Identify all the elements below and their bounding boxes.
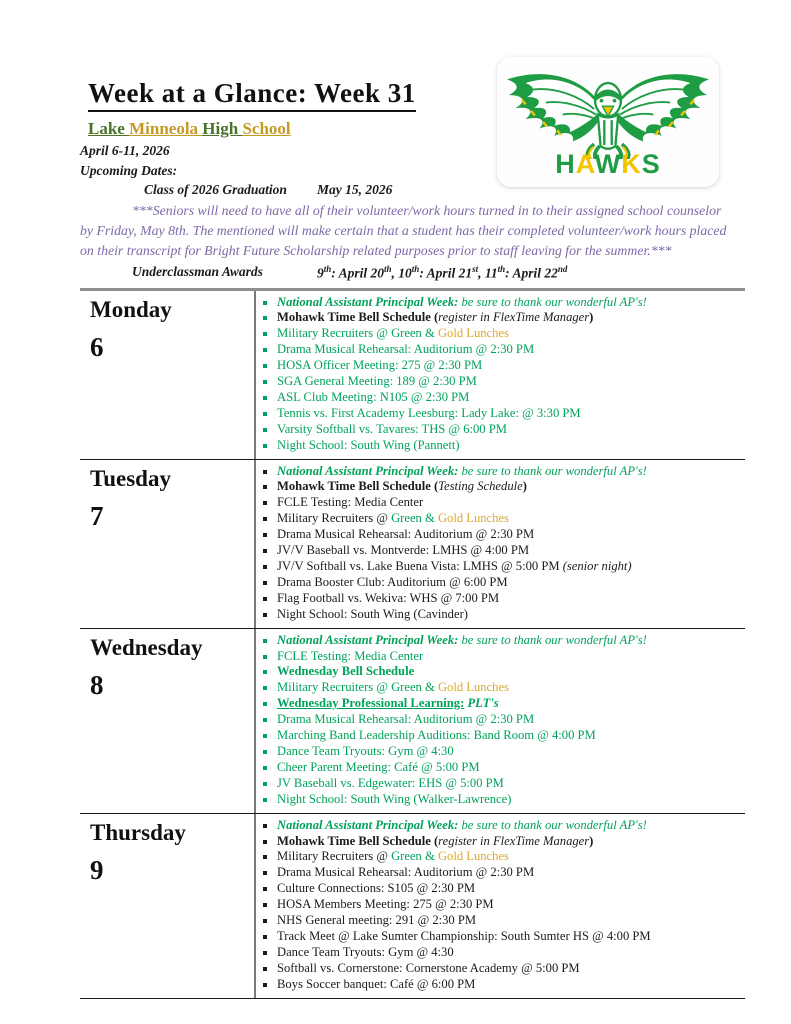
schedule-item-text: Track Meet @ Lake Sumter Championship: South Sumter HS @ 4:00 PM: [277, 928, 651, 943]
underclassman-awards-dates: 9th: April 20th, 10th: April 21st, 11th: April 22nd: [317, 264, 568, 281]
bullet-square-icon: [263, 597, 267, 601]
schedule-item: [256, 479, 741, 495]
schedule-item: [256, 818, 741, 834]
schedule-item: [256, 527, 741, 543]
schedule-item: [256, 664, 741, 680]
schedule-item: [256, 913, 741, 929]
school-name-word: Minneola: [129, 119, 203, 138]
schedule-item-text: Drama Musical Rehearsal: Auditorium @ 2:30 PM: [277, 865, 535, 880]
schedule-item-text: Mohawk Time Bell Schedule (register in FlexTime Manager): [277, 310, 594, 325]
schedule-item: [256, 495, 741, 511]
schedule-item-text: JV Baseball vs. Edgewater: EHS @ 5:00 PM: [277, 775, 504, 790]
bullet-square-icon: [263, 533, 267, 537]
upcoming-date-row: [144, 182, 745, 198]
schedule-table: [80, 288, 745, 999]
upcoming-dates-label: Upcoming Dates:: [80, 163, 178, 178]
bullet-square-icon: [263, 855, 267, 859]
schedule-item-text: National Assistant Principal Week: be sure to thank our wonderful AP's!: [277, 294, 647, 309]
schedule-item-text: Military Recruiters @ Green & Gold Lunches: [277, 680, 509, 695]
schedule-item-text: JV/V Baseball vs. Montverde: LMHS @ 4:00 PM: [277, 543, 530, 558]
schedule-item-text: Night School: South Wing (Walker-Lawrence): [277, 791, 512, 806]
schedule-item-text: Military Recruiters @ Green & Gold Lunches: [277, 849, 509, 864]
schedule-item-text: Wednesday Professional Learning: PLT's: [277, 696, 499, 711]
bullet-square-icon: [263, 485, 267, 489]
schedule-item-text: Night School: South Wing (Pannett): [277, 437, 460, 452]
schedule-item-text: Marching Band Leadership Auditions: Band Room @ 4:00 PM: [277, 728, 596, 743]
bullet-square-icon: [263, 364, 267, 368]
schedule-item: [256, 961, 741, 977]
bullet-square-icon: [263, 565, 267, 569]
schedule-item-text: HOSA Members Meeting: 275 @ 2:30 PM: [277, 897, 494, 912]
schedule-item-text: Wednesday Bell Schedule: [277, 664, 415, 679]
bullet-square-icon: [263, 824, 267, 828]
school-name-word: School: [242, 119, 291, 138]
bullet-square-icon: [263, 348, 267, 352]
bullet-square-icon: [263, 444, 267, 448]
upcoming-event-date: May 15, 2026: [317, 182, 393, 197]
schedule-item: [256, 680, 741, 696]
day-number: 9: [90, 855, 104, 886]
schedule-item: [256, 712, 741, 728]
schedule-item: [256, 438, 741, 454]
day-row-monday: [80, 291, 745, 459]
bullet-square-icon: [263, 380, 267, 384]
schedule-item: [256, 776, 741, 792]
day-name: Monday: [90, 296, 172, 322]
day-row-thursday: [80, 813, 745, 998]
bullet-square-icon: [263, 782, 267, 786]
schedule-item-text: HOSA Officer Meeting: 275 @ 2:30 PM: [277, 358, 483, 373]
schedule-item-text: ASL Club Meeting: N105 @ 2:30 PM: [277, 389, 470, 404]
schedule-item-text: Culture Connections: S105 @ 2:30 PM: [277, 881, 476, 896]
day-name: Tuesday: [90, 465, 171, 491]
schedule-item-text: Dance Team Tryouts: Gym @ 4:30: [277, 944, 454, 959]
bullet-square-icon: [263, 798, 267, 802]
schedule-item-text: Drama Booster Club: Auditorium @ 6:00 PM: [277, 574, 508, 589]
schedule-item: [256, 406, 741, 422]
day-header-cell: [80, 291, 256, 459]
schedule-item: [256, 591, 741, 607]
schedule-item: [256, 945, 741, 961]
schedule-item: [256, 834, 741, 850]
seniors-volunteer-note: ***Seniors will need to have all of their volunteer/work hours turned in to their assigned school counselor by Friday, May 8th. The mentioned will make certain that a student has their completed volunteer/work hours placed on their transcript for Bright Future Scholarship related purposes prior to staff leaving for the summer.***: [80, 203, 727, 258]
bullet-square-icon: [263, 428, 267, 432]
schedule-item: [256, 422, 741, 438]
day-name: Wednesday: [90, 634, 203, 660]
schedule-item: [256, 511, 741, 527]
bullet-square-icon: [263, 639, 267, 643]
schedule-item-text: SGA General Meeting: 189 @ 2:30 PM: [277, 374, 477, 389]
day-items-cell: [256, 291, 745, 459]
day-row-tuesday: [80, 459, 745, 628]
schedule-item: [256, 358, 741, 374]
day-items-cell: [256, 629, 745, 813]
day-number: 6: [90, 331, 104, 362]
schedule-item-text: National Assistant Principal Week: be sure to thank our wonderful AP's!: [277, 817, 647, 832]
upcoming-event: Class of 2026 Graduation: [144, 182, 287, 197]
schedule-item-text: Night School: South Wing (Cavinder): [277, 606, 468, 621]
schedule-item: [256, 929, 741, 945]
bullet-square-icon: [263, 686, 267, 690]
day-items-cell: [256, 814, 745, 998]
day-name: Thursday: [90, 819, 186, 845]
schedule-item-text: Varsity Softball vs. Tavares: THS @ 6:00 PM: [277, 421, 507, 436]
schedule-item-text: Flag Football vs. Wekiva: WHS @ 7:00 PM: [277, 590, 500, 605]
schedule-item-text: Drama Musical Rehearsal: Auditorium @ 2:30 PM: [277, 712, 535, 727]
bullet-square-icon: [263, 501, 267, 505]
bullet-square-icon: [263, 734, 267, 738]
week-date-range: April 6-11, 2026: [80, 143, 170, 158]
schedule-item: [256, 881, 741, 897]
bullet-square-icon: [263, 951, 267, 955]
bullet-square-icon: [263, 470, 267, 474]
bullet-square-icon: [263, 919, 267, 923]
schedule-item: [256, 792, 741, 808]
bullet-square-icon: [263, 301, 267, 305]
schedule-item: [256, 295, 741, 311]
schedule-item-text: Softball vs. Cornerstone: Cornerstone Academy @ 5:00 PM: [277, 960, 580, 975]
hawks-letter: K: [621, 149, 642, 179]
day-number: 8: [90, 670, 104, 701]
day-number: 7: [90, 501, 104, 531]
schedule-item-text: JV/V Softball vs. Lake Buena Vista: LMHS @ 5:00 PM (senior night): [277, 559, 632, 573]
schedule-item: [256, 977, 741, 993]
day-row-wednesday: [80, 628, 745, 813]
schedule-item: [256, 559, 741, 575]
bullet-square-icon: [263, 332, 267, 336]
schedule-item-text: NHS General meeting: 291 @ 2:30 PM: [277, 913, 477, 928]
schedule-item-text: Tennis vs. First Academy Leesburg: Lady Lake: @ 3:30 PM: [277, 405, 581, 420]
hawks-letter: S: [641, 149, 661, 179]
schedule-item-text: Mohawk Time Bell Schedule (register in FlexTime Manager): [277, 833, 594, 848]
schedule-item: [256, 374, 741, 390]
schedule-item: [256, 849, 741, 865]
schedule-item: [256, 649, 741, 665]
bullet-square-icon: [263, 887, 267, 891]
bullet-square-icon: [263, 412, 267, 416]
underclassman-awards-row: [132, 264, 745, 282]
day-header-cell: [80, 460, 256, 628]
bullet-square-icon: [263, 549, 267, 553]
bullet-square-icon: [263, 766, 267, 770]
schedule-item-text: Dance Team Tryouts: Gym @ 4:30: [277, 743, 454, 758]
schedule-item: [256, 760, 741, 776]
bullet-square-icon: [263, 396, 267, 400]
schedule-item: [256, 543, 741, 559]
school-name-word: High: [202, 119, 243, 138]
schedule-item: [256, 326, 741, 342]
bullet-square-icon: [263, 655, 267, 659]
bullet-square-icon: [263, 750, 267, 754]
schedule-item: [256, 633, 741, 649]
bullet-square-icon: [263, 983, 267, 987]
schedule-item: [256, 342, 741, 358]
schedule-item-text: Drama Musical Rehearsal: Auditorium @ 2:30 PM: [277, 527, 535, 542]
schedule-item: [256, 728, 741, 744]
hawks-letter: H: [555, 149, 576, 179]
hawks-letter: W: [594, 149, 622, 179]
day-items-cell: [256, 460, 745, 628]
hawks-letter: A: [575, 149, 595, 179]
bullet-square-icon: [263, 702, 267, 706]
school-name-word: Lake: [88, 119, 130, 138]
schedule-item: [256, 744, 741, 760]
schedule-item-text: Boys Soccer banquet: Café @ 6:00 PM: [277, 976, 476, 991]
underclassman-awards-label: Underclassman Awards: [132, 264, 263, 279]
bullet-square-icon: [263, 581, 267, 585]
schedule-item: [256, 464, 741, 480]
schedule-item: [256, 575, 741, 591]
bullet-square-icon: [263, 670, 267, 674]
schedule-item-text: FCLE Testing: Media Center: [277, 648, 424, 663]
bullet-square-icon: [263, 871, 267, 875]
day-header-cell: [80, 814, 256, 998]
schedule-item-text: FCLE Testing: Media Center: [277, 495, 424, 510]
schedule-item: [256, 897, 741, 913]
bullet-square-icon: [263, 718, 267, 722]
schedule-item-text: Drama Musical Rehearsal: Auditorium @ 2:30 PM: [277, 342, 535, 357]
bullet-square-icon: [263, 840, 267, 844]
day-header-cell: [80, 629, 256, 813]
bullet-square-icon: [263, 316, 267, 320]
bullet-square-icon: [263, 935, 267, 939]
schedule-item-text: National Assistant Principal Week: be sure to thank our wonderful AP's!: [277, 463, 647, 478]
school-name: [88, 119, 745, 139]
schedule-item-text: National Assistant Principal Week: be sure to thank our wonderful AP's!: [277, 632, 647, 647]
schedule-item: [256, 607, 741, 623]
schedule-item: [256, 390, 741, 406]
schedule-item: [256, 865, 741, 881]
page-title: Week at a Glance: Week 31: [88, 78, 416, 112]
schedule-item-text: Military Recruiters @ Green & Gold Lunches: [277, 326, 509, 341]
schedule-item-text: Mohawk Time Bell Schedule (Testing Schedule): [277, 479, 527, 494]
schedule-item: [256, 310, 741, 326]
bullet-square-icon: [263, 903, 267, 907]
bullet-square-icon: [263, 517, 267, 521]
schedule-item: [256, 696, 741, 712]
bullet-square-icon: [263, 967, 267, 971]
schedule-item-text: Cheer Parent Meeting: Café @ 5:00 PM: [277, 759, 480, 774]
bullet-square-icon: [263, 613, 267, 617]
schedule-item-text: Military Recruiters @ Green & Gold Lunches: [277, 511, 509, 526]
